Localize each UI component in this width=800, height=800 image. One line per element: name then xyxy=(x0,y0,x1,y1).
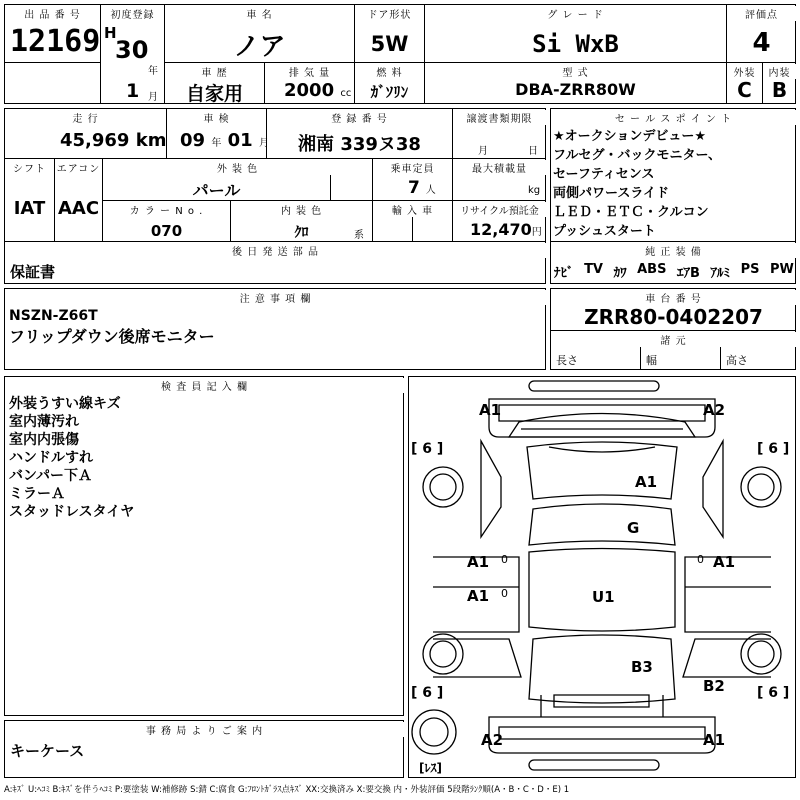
inspector-line: 室内薄汚れ xyxy=(9,414,79,430)
sales-point-line: プッシュスタート xyxy=(553,224,656,239)
sales-point-line: ★オークションデビュー★ xyxy=(553,129,707,144)
transfer-deadline-label: 譲渡書類期限 xyxy=(453,110,546,125)
later-parts-label: 後 日 発 送 部 品 xyxy=(5,243,546,258)
capacity-value: 7 xyxy=(408,178,420,198)
inspection-month-unit: 月 xyxy=(258,138,269,149)
sales-points-list xyxy=(553,127,793,241)
ac-label: エアコン xyxy=(55,160,102,175)
model-code: DBA-ZRR80W xyxy=(515,80,636,99)
damage-mark-front-right: A2 xyxy=(703,401,726,419)
equipment-item: PS xyxy=(740,262,760,277)
inspection-month: 01 xyxy=(227,130,253,151)
tire-rear-left: [ 6 ] xyxy=(411,685,444,701)
displacement-value: 2000 xyxy=(284,80,335,101)
car-outline xyxy=(409,377,795,777)
sales-point-line: フルセグ・バックモニター、 xyxy=(553,148,721,163)
legend: A:ｷｽﾞ U:ﾍｺﾐ B:ｷｽﾞを伴うﾍｺﾐ P:要塗装 W:補修跡 S:錆 C:腐食 G:ﾌﾛﾝﾄｶﾞﾗｽ点ｷｽﾞ XX:交換済み X:要交換 内・外装評価 5段階ﾗﾝｸ順(A・B・C・D・E) 1 xyxy=(4,785,570,795)
import-label: 輸 入 車 xyxy=(373,202,452,217)
equipment-list xyxy=(554,262,794,281)
zero-mark: 0 xyxy=(501,587,508,600)
equipment-item: ｶﾜ xyxy=(613,266,627,281)
damage-mark-windshield: G xyxy=(627,519,640,537)
damage-mark-rear-right: B2 xyxy=(703,677,725,695)
exterior-color-label: 外 装 色 xyxy=(103,160,372,175)
damage-mark-front-left: A1 xyxy=(479,401,502,419)
evaluation-score: 4 xyxy=(752,28,771,58)
capacity xyxy=(408,178,436,198)
inspection-year: 09 xyxy=(180,130,206,151)
mileage-unit: km xyxy=(135,130,167,151)
shift: IAT xyxy=(13,198,46,219)
office-text: キーケース xyxy=(10,742,85,760)
damage-mark-left-rear-door: A1 xyxy=(467,587,490,605)
chassis-number: ZRR80-0402207 xyxy=(584,305,763,329)
notes-text xyxy=(9,308,215,347)
era: H xyxy=(104,24,117,42)
damage-mark-rear-left-bumper: A2 xyxy=(481,731,504,749)
inspector-line: ハンドルすれ xyxy=(9,450,93,466)
max-load-unit: kg xyxy=(528,185,541,196)
spare-tire: [ﾚｽ] xyxy=(419,761,442,775)
max-load-label: 最大積載量 xyxy=(453,160,546,175)
tire-rear-right: [ 6 ] xyxy=(757,685,790,701)
sales-point-line: 両側パワースライド xyxy=(553,186,669,201)
width-label: 幅 xyxy=(646,354,657,367)
evaluation-label: 評価点 xyxy=(727,6,796,21)
inspection-label: 車 検 xyxy=(167,110,266,125)
equipment-label: 純 正 装 備 xyxy=(551,243,796,258)
car-name: ノア xyxy=(233,32,286,62)
equipment-item: TV xyxy=(584,262,603,277)
tire-front-left: [ 6 ] xyxy=(411,441,444,457)
inspector-line: 外装うすい線キズ xyxy=(9,396,121,412)
later-parts: 保証書 xyxy=(10,263,56,281)
interior-color-unit: 系 xyxy=(354,230,364,241)
color-number: 070 xyxy=(150,222,183,240)
displacement-unit: cc xyxy=(340,88,352,99)
model-label: 型 式 xyxy=(425,64,726,79)
month-unit: 月 xyxy=(148,92,158,103)
equipment-item: ﾅﾋﾞ xyxy=(554,266,574,281)
mileage-label: 走 行 xyxy=(5,110,166,125)
displacement-label: 排 気 量 xyxy=(265,64,354,79)
dimensions-label: 諸 元 xyxy=(551,332,796,347)
car-name-label: 車 名 xyxy=(165,6,354,21)
interior-color: ｸﾛ xyxy=(294,225,309,241)
recycle-label: リサイクル預託金 xyxy=(453,202,546,217)
registration-month: 1 xyxy=(126,80,140,102)
damage-mark-left-front-door: A1 xyxy=(467,553,490,571)
exterior-color: パール xyxy=(192,181,241,200)
grade-label: グ レ ー ド xyxy=(425,6,726,21)
lot-number: 12169 xyxy=(10,24,101,59)
inspector-label: 検 査 員 記 入 欄 xyxy=(5,378,404,393)
air-conditioner: AAC xyxy=(57,198,100,219)
damage-mark-rear-right-bumper: A1 xyxy=(703,731,726,749)
inspector-line: 室内内張傷 xyxy=(9,432,79,448)
damage-mark-roof: U1 xyxy=(592,588,615,606)
interior-grade-label: 内装 xyxy=(763,64,796,79)
transfer-day-unit: 日 xyxy=(528,146,538,157)
sales-point-line: ＬＥＤ・ＥＴＣ・クルコン xyxy=(553,205,709,220)
inspector-line: バンパー下Ａ xyxy=(9,468,93,484)
equipment-item: ｱﾙﾐ xyxy=(710,266,731,281)
fuel: ｶﾞｿﾘﾝ xyxy=(370,83,409,101)
inspector-line: スタッドレスタイヤ xyxy=(9,504,135,520)
damage-mark-right-door: A1 xyxy=(713,553,736,571)
capacity-label: 乗車定員 xyxy=(373,160,452,175)
capacity-unit: 人 xyxy=(425,185,436,196)
grade: Si WxB xyxy=(532,30,619,58)
car-diagram xyxy=(408,376,796,778)
first-registration-label: 初度登録 xyxy=(101,6,164,21)
inspector-line: ミラーＡ xyxy=(9,486,65,502)
damage-mark-rear-glass: B3 xyxy=(631,658,653,676)
damage-mark-hood: A1 xyxy=(635,473,658,491)
displacement xyxy=(284,80,351,101)
mileage-value: 45,969 xyxy=(60,130,130,151)
equipment-item: ABS xyxy=(637,262,667,277)
height-label: 高さ xyxy=(726,354,748,367)
fuel-label: 燃 料 xyxy=(355,64,424,79)
interior-color-label: 内 装 色 xyxy=(231,202,372,217)
equipment-item: PW xyxy=(770,262,794,277)
plate-label: 登 録 番 号 xyxy=(267,110,452,125)
recycle-fee-value: 12,470 xyxy=(470,220,532,239)
exterior-grade: C xyxy=(737,78,752,102)
history-label: 車 歴 xyxy=(165,64,264,79)
exterior-grade-label: 外装 xyxy=(727,64,762,79)
history: 自家用 xyxy=(185,83,243,105)
office-label: 事 務 局 よ り ご 案 内 xyxy=(5,722,404,737)
door-label: ドア形状 xyxy=(355,6,424,21)
lot-number-label: 出 品 番 号 xyxy=(5,6,100,21)
recycle-fee-unit: 円 xyxy=(531,227,542,238)
recycle-fee xyxy=(470,220,542,239)
door-type: 5W xyxy=(370,32,409,56)
registration-year: 30 xyxy=(115,36,149,64)
shift-label: シフト xyxy=(5,160,54,175)
notes-label: 注 意 事 項 欄 xyxy=(5,290,546,305)
sales-points-label: セ ー ル ス ポ イ ン ト xyxy=(551,110,796,125)
zero-mark: 0 xyxy=(501,553,508,566)
sales-point-line: セーフティセンス xyxy=(553,167,655,182)
notes-line: フリップダウン後席モニター xyxy=(9,327,215,346)
year-unit: 年 xyxy=(148,66,158,77)
mileage xyxy=(60,130,166,151)
interior-grade: B xyxy=(771,78,788,102)
inspection-year-unit: 年 xyxy=(211,138,222,149)
color-number-label: カ ラ ー N o . xyxy=(103,202,230,217)
chassis-label: 車 台 番 号 xyxy=(551,290,796,305)
transfer-month-unit: 月 xyxy=(478,146,488,157)
inspection-date xyxy=(180,130,269,151)
zero-mark: 0 xyxy=(697,553,704,566)
equipment-item: ｴｱB xyxy=(677,266,700,281)
tire-front-right: [ 6 ] xyxy=(757,441,790,457)
inspector-notes xyxy=(9,395,134,521)
length-label: 長さ xyxy=(556,354,578,367)
plate-number: 湘南 339ヌ38 xyxy=(298,134,421,155)
notes-line: NSZN-Z66T xyxy=(9,308,98,324)
